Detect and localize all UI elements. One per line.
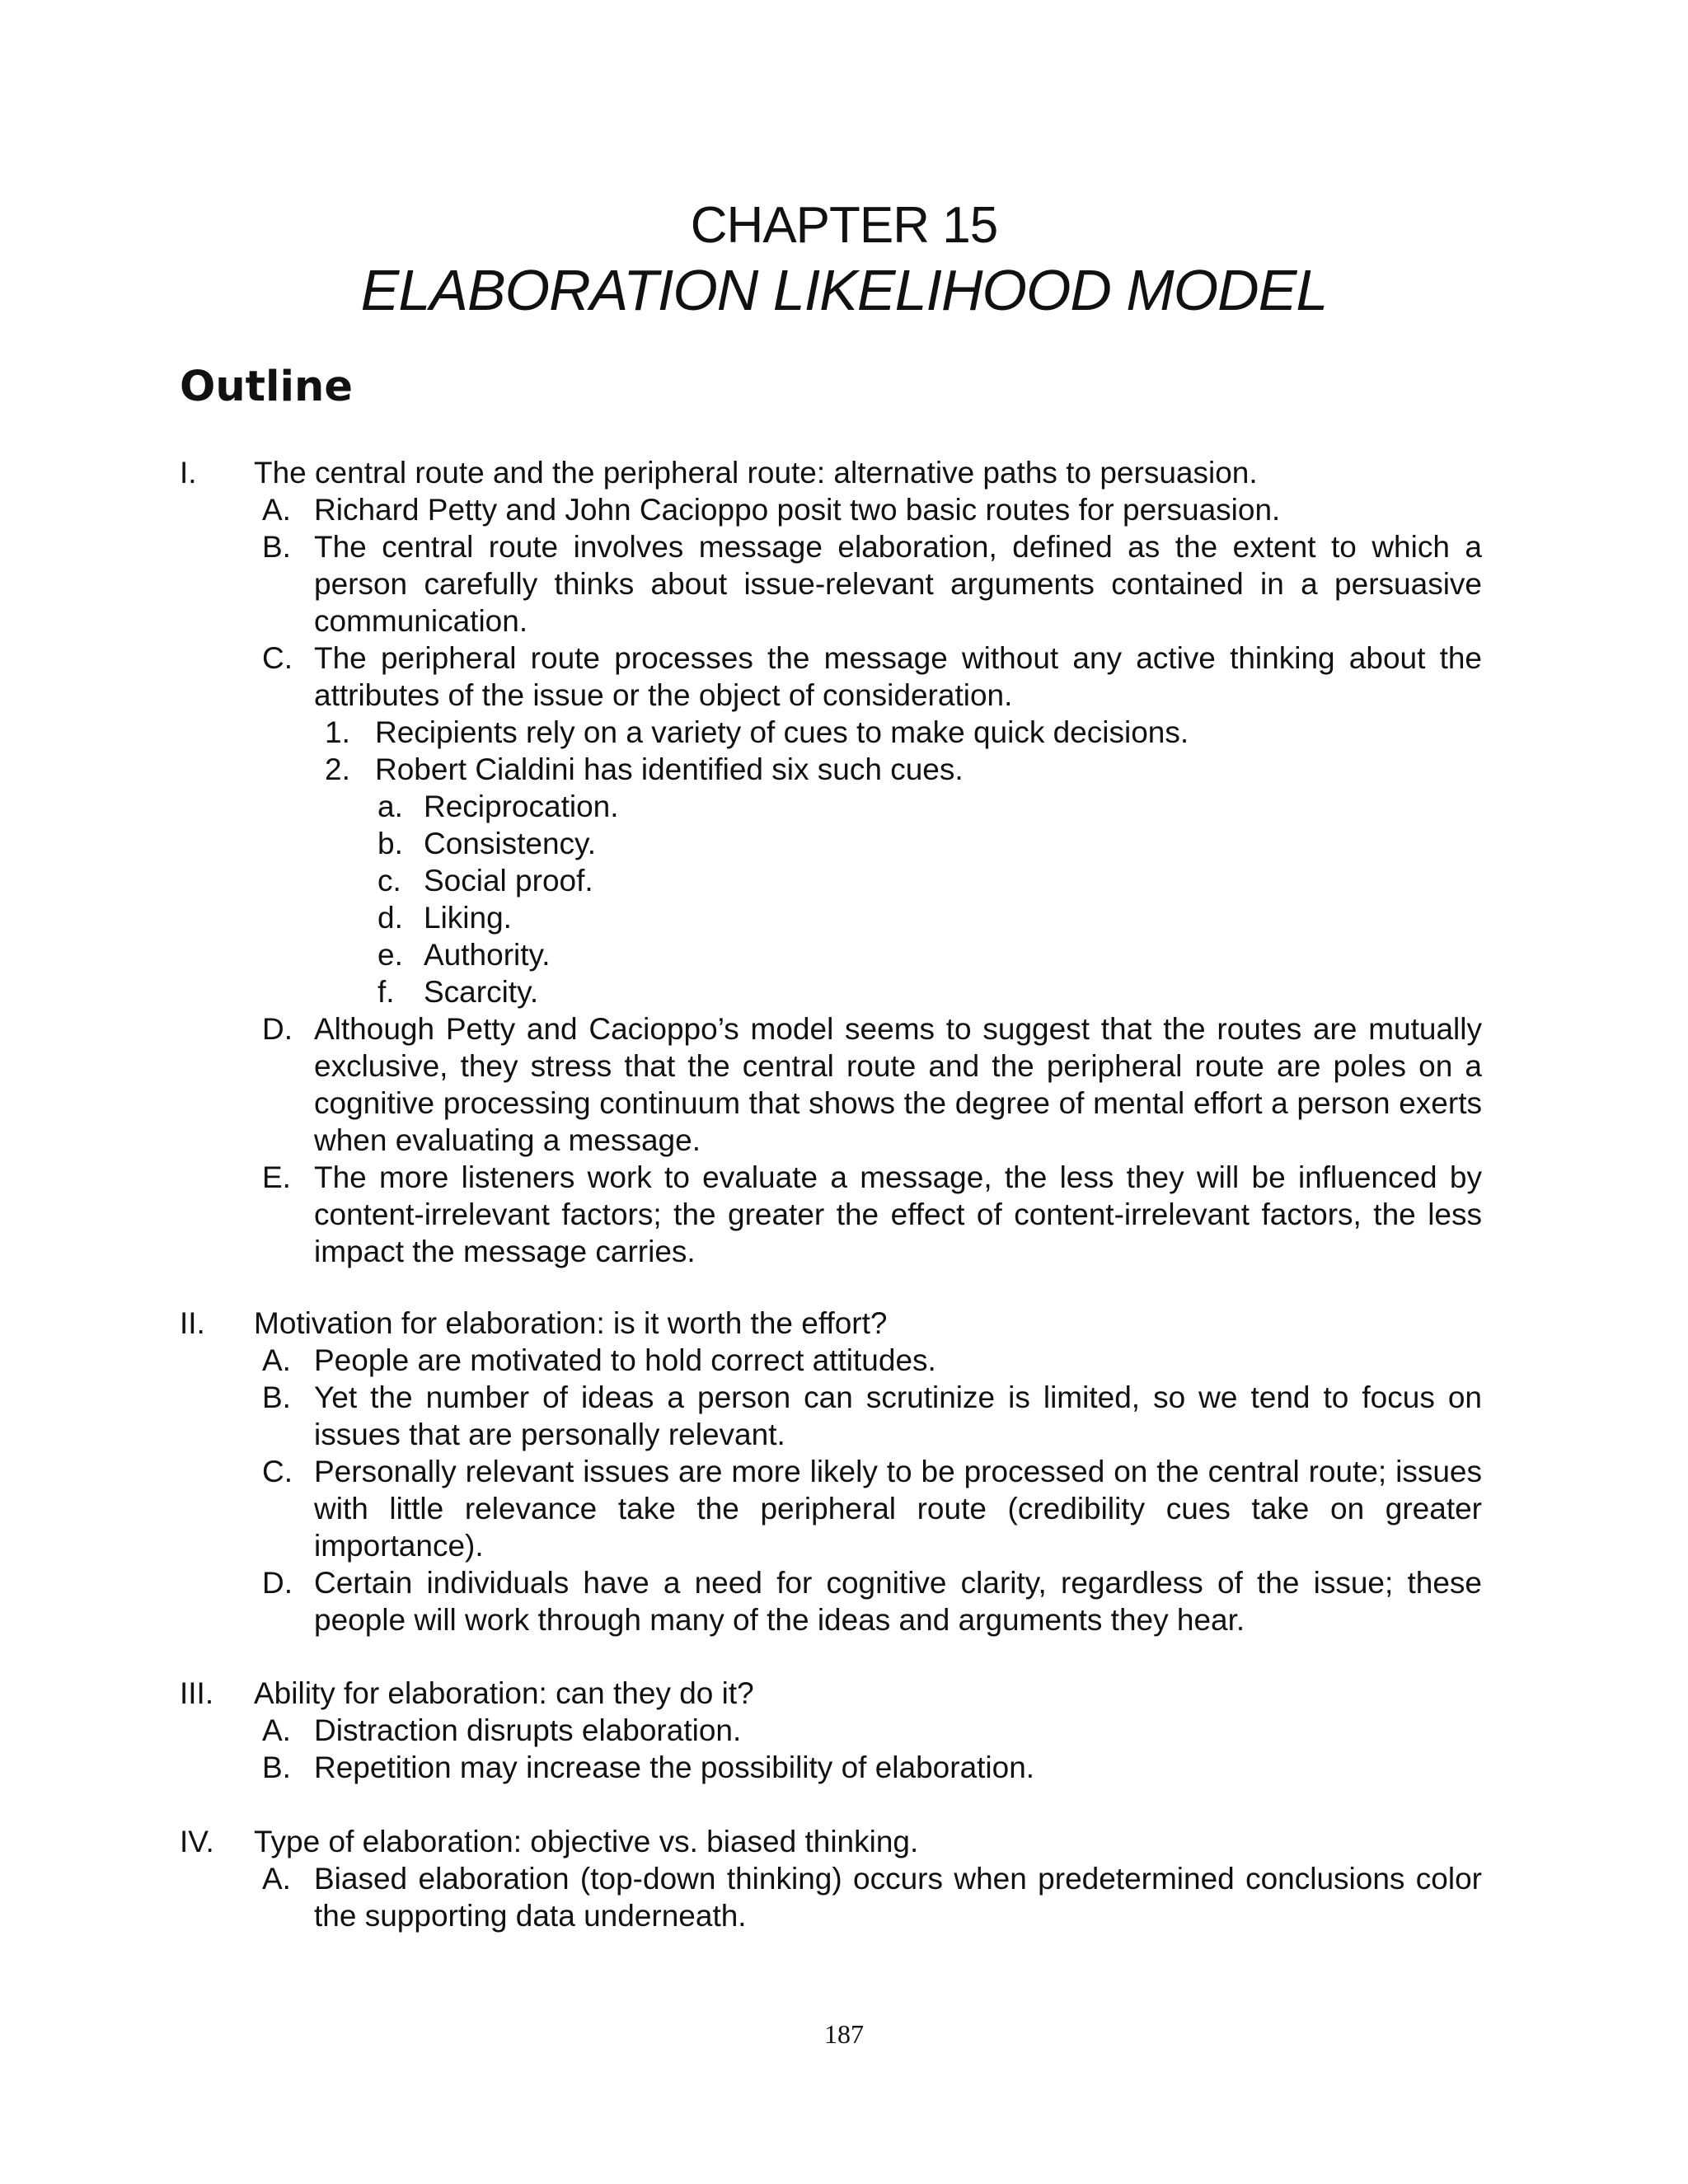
item-letter: a.	[377, 790, 403, 823]
cue-item	[0, 862, 1688, 899]
outline-subitem	[0, 1379, 1688, 1453]
item-letter: c.	[377, 864, 401, 898]
item-text: The central route involves message elaboration, defined as the extent to which a person carefully thinks about issue-relevant arguments contained in a persuasive communication.	[314, 530, 1482, 638]
outline-heading: Outline	[180, 363, 353, 411]
outline-subitem	[0, 1564, 1688, 1638]
item-text: Personally relevant issues are more likely to be processed on the central route; issues with little relevance take the peripheral route (credibility cues take on greater importance).	[314, 1455, 1482, 1563]
item-letter: f.	[377, 975, 395, 1009]
item-number: III.	[180, 1676, 214, 1710]
item-number: 2.	[325, 752, 350, 786]
outline-subitem	[0, 1159, 1688, 1270]
outline-subsubitem	[0, 714, 1688, 751]
item-letter: A.	[262, 493, 291, 527]
outline-section-1	[0, 454, 1688, 1270]
item-text: Robert Cialdini has identified six such cues.	[375, 752, 964, 786]
outline-section-4	[0, 1823, 1688, 1934]
item-text: The more listeners work to evaluate a message, the less they will be influenced by content-irrelevant factors; the greater the effect of content-irrelevant factors, the less impact the message carries.	[314, 1160, 1482, 1268]
item-letter: B.	[262, 1380, 291, 1414]
cue-item	[0, 788, 1688, 825]
outline-subitem	[0, 1860, 1688, 1934]
cue-item	[0, 973, 1688, 1010]
outline-subitem	[0, 640, 1688, 714]
outline-subitem	[0, 1453, 1688, 1564]
item-text: Authority.	[424, 938, 551, 972]
item-letter: A.	[262, 1713, 291, 1747]
item-text: Yet the number of ideas a person can scrutinize is limited, so we tend to focus on issues that are personally relevant.	[314, 1380, 1482, 1451]
item-text: Consistency.	[424, 827, 597, 860]
cue-item	[0, 899, 1688, 936]
outline-item	[0, 1823, 1688, 1860]
outline-section-3	[0, 1675, 1688, 1786]
cue-item	[0, 825, 1688, 862]
chapter-number: CHAPTER 15	[690, 197, 998, 254]
item-text: Although Petty and Cacioppo’s model seems to suggest that the routes are mutually exclusive, they stress that the central route and the peripheral route are poles on a cognitive processing continuum that shows the degree of mental effort a person exerts when evaluating a message.	[314, 1012, 1482, 1157]
outline-subitem	[0, 1342, 1688, 1379]
outline-section-2	[0, 1305, 1688, 1638]
item-text: Social proof.	[424, 864, 593, 898]
page-number: 187	[824, 2019, 864, 2049]
item-letter: A.	[262, 1343, 291, 1377]
item-letter: D.	[262, 1566, 293, 1600]
item-letter: e.	[377, 938, 403, 972]
item-letter: E.	[262, 1160, 291, 1194]
item-text: Scarcity.	[424, 975, 539, 1009]
item-text: Type of elaboration: objective vs. biased thinking.	[254, 1825, 919, 1858]
item-letter: b.	[377, 827, 403, 860]
item-text: Liking.	[424, 901, 512, 935]
item-text: People are motivated to hold correct attitudes.	[314, 1343, 936, 1377]
item-text: Certain individuals have a need for cognitive clarity, regardless of the issue; these people will work through many of the ideas and arguments they hear.	[314, 1566, 1482, 1637]
item-number: 1.	[325, 715, 350, 749]
item-text: The peripheral route processes the message without any active thinking about the attributes of the issue or the object of consideration.	[314, 641, 1482, 712]
outline-subitem	[0, 1712, 1688, 1749]
outline-subsubitem	[0, 751, 1688, 788]
item-letter: C.	[262, 641, 293, 675]
item-letter: B.	[262, 1750, 291, 1784]
item-number: II.	[180, 1306, 205, 1340]
item-letter: d.	[377, 901, 403, 935]
cue-item	[0, 936, 1688, 973]
item-letter: D.	[262, 1012, 293, 1046]
item-text: Distraction disrupts elaboration.	[314, 1713, 742, 1747]
item-number: I.	[180, 456, 197, 490]
item-text: Motivation for elaboration: is it worth the effort?	[254, 1306, 888, 1340]
item-letter: A.	[262, 1862, 291, 1896]
outline-item	[0, 454, 1688, 491]
item-letter: B.	[262, 530, 291, 564]
item-text: The central route and the peripheral route: alternative paths to persuasion.	[254, 456, 1258, 490]
outline-subitem	[0, 491, 1688, 528]
outline-subitem	[0, 1749, 1688, 1786]
item-text: Reciprocation.	[424, 790, 619, 823]
outline-item	[0, 1675, 1688, 1712]
item-text: Biased elaboration (top-down thinking) occurs when predetermined conclusions color the supporting data underneath.	[314, 1862, 1482, 1933]
outline-subitem	[0, 528, 1688, 640]
item-text: Ability for elaboration: can they do it?	[254, 1676, 754, 1710]
item-text: Recipients rely on a variety of cues to make quick decisions.	[375, 715, 1189, 749]
item-text: Richard Petty and John Cacioppo posit two basic routes for persuasion.	[314, 493, 1281, 527]
item-text: Repetition may increase the possibility of elaboration.	[314, 1750, 1035, 1784]
item-letter: C.	[262, 1455, 293, 1488]
outline-item	[0, 1305, 1688, 1342]
chapter-title: ELABORATION LIKELIHOOD MODEL	[360, 258, 1328, 322]
outline-subitem	[0, 1010, 1688, 1159]
item-number: IV.	[180, 1825, 214, 1858]
